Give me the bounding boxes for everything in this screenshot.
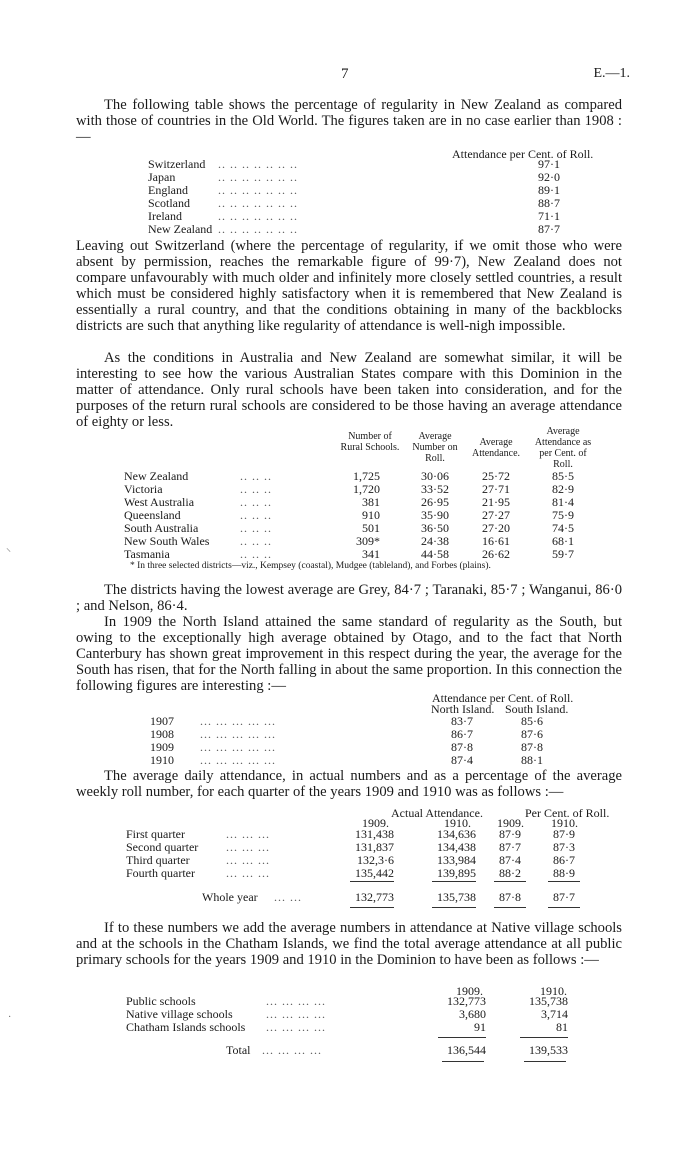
table2-row-roll: 35·90 [421,508,449,522]
table2-row-roll: 30·06 [421,469,449,483]
table2-header-attendance: Average Attendance. [471,437,521,459]
table2-row-roll: 44·58 [421,547,449,561]
table-rule [524,1061,566,1062]
table1-row-value: 89·1 [538,183,560,197]
table5-row-1910: 135,738 [529,994,568,1008]
table3-row-south: 87·6 [521,727,543,741]
table-rule [350,907,394,908]
paragraph-native-chatham: If to these numbers we add the average numbers in attendance at Native village schools and at the schools in the Chatham Islands, we find the total average attendance at all public primary schools for the years 1909 and 1910 in the Dominion to have been as follows :— [76,920,622,968]
paragraph-switzerland: Leaving out Switzerland (where the percentage of regularity, if we omit those who were absent by permission, reaches the remarkable figure of 99·7), New Zealand does not compare unfavourably with much older and infinitely more closely settled countries, a result which must be considered highly satisfactory when it is remembered that New Zealand is essentially a rural country, and that the conditions obtaining in many of the backblocks districts are such that anything like regularity of attendance is well-nigh impossible. [76,238,622,334]
table4-total-p1910: 87·7 [553,890,575,904]
table5-row-1909: 132,773 [447,994,486,1008]
table2-row-percent: 75·9 [552,508,574,522]
table4-row-label: Fourth quarter [126,866,195,880]
table3-row-north: 83·7 [451,714,473,728]
table4-row-label: First quarter [126,827,185,841]
table5-row-label: Public schools [126,994,196,1008]
table2-row-attendance: 27·20 [482,521,510,535]
table2-row-label: Queensland [124,508,181,522]
table2-row-schools: 381 [362,495,380,509]
leader-dots: .. .. .. [240,521,272,535]
page-number: 7 [341,66,349,82]
table4-row-a1910: 133,984 [437,853,476,867]
leader-dots: .. .. .. [240,547,272,561]
table3-header-top: Attendance per Cent. of Roll. [432,691,574,705]
leader-dots: .. .. .. [240,534,272,548]
table4-row-p1909: 87·4 [499,853,521,867]
table3-row-year: 1908 [150,727,174,741]
table2-row-label: West Australia [124,495,195,509]
table2-row-roll: 33·52 [421,482,449,496]
table2-row-percent: 85·5 [552,469,574,483]
table5-year-1910: 1910. [540,984,567,998]
table1-row-value: 97·1 [538,157,560,171]
table4-row-label: Third quarter [126,853,190,867]
table2-row-percent: 59·7 [552,547,574,561]
leader-dots: .. .. .. [240,495,272,509]
scan-mark: · [8,1012,12,1023]
table5-row-label: Chatham Islands schools [126,1020,246,1034]
table1-row-value: 88·7 [538,196,560,210]
table4-row-a1909: 135,442 [355,866,394,880]
table4-row-p1910: 88·9 [553,866,575,880]
table2-row-label: Tasmania [124,547,170,561]
table2-row-label: New South Wales [124,534,210,548]
leader-dots: ... ... ... ... [266,1020,326,1034]
table2-row-attendance: 16·61 [482,534,510,548]
paragraph-north-island: In 1909 the North Island attained the same standard of regularity as the South, but owing to the exceptionally high average obtained by Otago, and to the fact that North Canterbury has shown great improvement in this respect during the year, the average for the South has risen, that for the North falling in about the same proportion. In this connection the following figures are interesting :— [76,614,622,694]
table1-row-value: 71·1 [538,209,560,223]
table4-group-percent: Per Cent. of Roll. [525,806,610,820]
table2-row-roll: 36·50 [421,521,449,535]
table-rule [438,1037,486,1038]
leader-dots: ... ... ... ... [266,1007,326,1021]
table3-row-south: 87·8 [521,740,543,754]
table2-row-schools: 1,720 [353,482,380,496]
leader-dots: .. .. .. .. .. .. .. [218,196,298,210]
table2-row-schools: 501 [362,521,380,535]
table2-header-roll: Average Number on Roll. [412,431,458,464]
table1-column-header: Attendance per Cent. of Roll. [452,147,594,161]
leader-dots: .. .. .. [240,482,272,496]
leader-dots: ... ... ... [226,827,270,841]
table2-footnote: * In three selected districts—viz., Kempsey (coastal), Mudgee (tableland), and Forbes (plains). [130,561,491,571]
table1-row-value: 87·7 [538,222,560,236]
leader-dots: ... ... ... ... [266,994,326,1008]
leader-dots: ... ... [274,890,302,904]
table5-row-1909: 91 [474,1020,486,1034]
table1-row-label: New Zealand [148,222,213,236]
scan-mark: ⸜ [6,543,11,554]
table1-row-label: Japan [148,170,176,184]
table4-year-a1909: 1909. [362,816,389,830]
table4-row-a1909: 132,3·6 [357,853,394,867]
table2-row-attendance: 21·95 [482,495,510,509]
table4-row-a1910: 139,895 [437,866,476,880]
table1-row-value: 92·0 [538,170,560,184]
table4-year-p1910: 1910. [551,816,578,830]
table1-row-label: England [148,183,188,197]
table1-row-label: Switzerland [148,157,206,171]
table3-row-year: 1907 [150,714,174,728]
paragraph-intro: The following table shows the percentage of regularity in New Zealand as compared with those of countries in the Old World. The figures taken are in no case earlier than 1908 :— [76,97,622,145]
table3-row-south: 85·6 [521,714,543,728]
leader-dots: .. .. .. .. .. .. .. [218,209,298,223]
table-rule [432,881,476,882]
table1-row-label: Ireland [148,209,182,223]
leader-dots: .. .. .. .. .. .. .. [218,183,298,197]
table3-row-north: 87·8 [451,740,473,754]
table5-row-1909: 3,680 [459,1007,486,1021]
leader-dots: ... ... ... [226,866,270,880]
table3-row-north: 86·7 [451,727,473,741]
table4-group-actual: Actual Attendance. [391,806,483,820]
table4-row-label: Second quarter [126,840,199,854]
leader-dots: .. .. .. .. .. .. .. [218,170,298,184]
table-rule [520,1037,568,1038]
table3-row-year: 1909 [150,740,174,754]
table2-row-percent: 81·4 [552,495,574,509]
table2-header-schools: Number of Rural Schools. [340,431,400,453]
leader-dots: ... ... ... [226,840,270,854]
table2-row-attendance: 26·62 [482,547,510,561]
table2-header-percent: Average Attendance as per Cent. of Roll. [534,426,592,470]
table4-total-label: Whole year [202,890,258,904]
table4-row-p1910: 87·9 [553,827,575,841]
table4-row-p1909: 87·9 [499,827,521,841]
leader-dots: ... ... ... [226,853,270,867]
table5-total-1909: 136,544 [447,1043,486,1057]
table-rule [432,907,476,908]
table4-total-a1909: 132,773 [355,890,394,904]
leader-dots: ... ... ... ... [262,1043,322,1057]
table-rule [494,907,526,908]
table2-row-roll: 26·95 [421,495,449,509]
table5-total-label: Total [226,1043,251,1057]
table4-year-a1910: 1910. [444,816,471,830]
leader-dots: .. .. .. [240,469,272,483]
table4-row-a1910: 134,636 [437,827,476,841]
table4-row-p1909: 88·2 [499,866,521,880]
table4-total-p1909: 87·8 [499,890,521,904]
table3-row-north: 87·4 [451,753,473,767]
table2-row-attendance: 25·72 [482,469,510,483]
table3-header-south: South Island. [505,702,569,716]
table2-row-schools: 309* [356,534,380,548]
table4-row-p1909: 87·7 [499,840,521,854]
leader-dots: .. .. .. .. .. .. .. [218,157,298,171]
table3-header-north: North Island. [431,702,495,716]
table2-row-schools: 1,725 [353,469,380,483]
table4-year-p1909: 1909. [497,816,524,830]
table2-row-schools: 910 [362,508,380,522]
table2-row-label: Victoria [124,482,163,496]
paragraph-lowest-districts: The districts having the lowest average are Grey, 84·7 ; Taranaki, 85·7 ; Wanganui, 86·0 ; and Nelson, 86·4. [76,582,622,614]
paragraph-daily-attendance: The average daily attendance, in actual numbers and as a percentage of the average weekly roll number, for each quarter of the years 1909 and 1910 was as follows :— [76,768,622,800]
table2-row-roll: 24·38 [421,534,449,548]
table2-row-label: South Australia [124,521,199,535]
table5-row-1910: 3,714 [541,1007,568,1021]
paragraph-australia: As the conditions in Australia and New Zealand are somewhat similar, it will be interesting to see how the various Australian States compare with this Dominion in the matter of attendance. Only rural schools have been taken into consideration, and for the purposes of the return rural schools are considered to be those having an average attendance of eighty or less. [76,350,622,430]
table-rule [442,1061,484,1062]
table5-total-1910: 139,533 [529,1043,568,1057]
table-rule [350,881,394,882]
table-rule [494,881,526,882]
leader-dots: ... ... ... ... ... [200,740,276,754]
table4-row-a1909: 131,438 [355,827,394,841]
table-rule [548,881,580,882]
table4-row-a1910: 134,438 [437,840,476,854]
leader-dots: ... ... ... ... ... [200,714,276,728]
table2-row-label: New Zealand [124,469,189,483]
table2-row-percent: 74·5 [552,521,574,535]
table3-row-south: 88·1 [521,753,543,767]
table4-row-p1910: 87·3 [553,840,575,854]
table3-row-year: 1910 [150,753,174,767]
table4-row-p1910: 86·7 [553,853,575,867]
table4-row-a1909: 131,837 [355,840,394,854]
table2-row-percent: 82·9 [552,482,574,496]
leader-dots: .. .. .. [240,508,272,522]
leader-dots: .. .. .. .. .. .. .. [218,222,298,236]
table5-year-1909: 1909. [456,984,483,998]
table-rule [548,907,580,908]
table2-row-attendance: 27·71 [482,482,510,496]
document-reference: E.—1. [593,66,630,81]
table5-row-1910: 81 [556,1020,568,1034]
table2-row-percent: 68·1 [552,534,574,548]
table4-total-a1910: 135,738 [437,890,476,904]
leader-dots: ... ... ... ... ... [200,727,276,741]
leader-dots: ... ... ... ... ... [200,753,276,767]
table2-row-schools: 341 [362,547,380,561]
table2-row-attendance: 27·27 [482,508,510,522]
table5-row-label: Native village schools [126,1007,233,1021]
table1-row-label: Scotland [148,196,190,210]
